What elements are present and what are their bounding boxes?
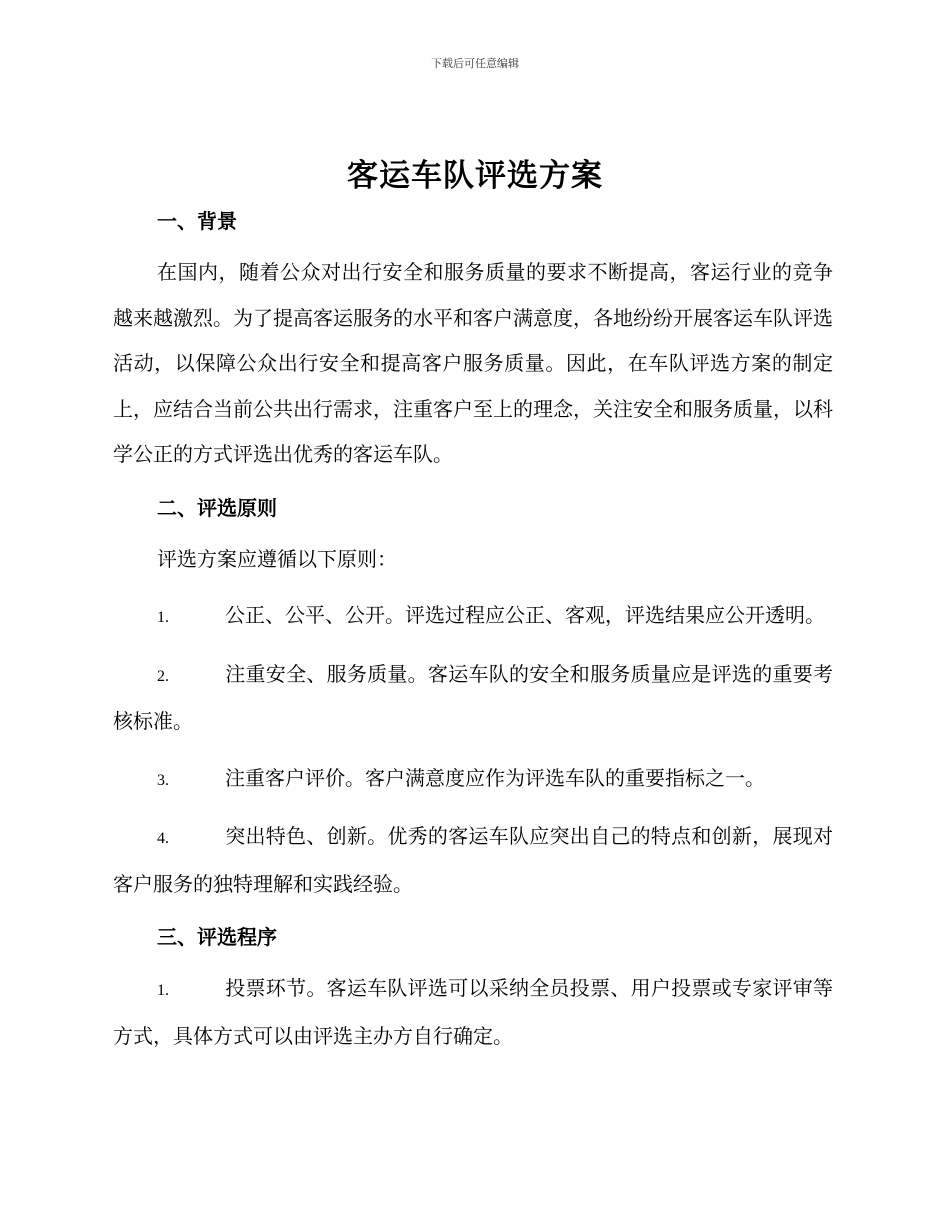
section-heading-procedure: 三、评选程序 (157, 925, 277, 949)
list-item-text: 投票环节。客运车队评选可以采纳全员投票、用户投票或专家评审等方式，具体方式可以由评选主办方自行确定。 (113, 976, 833, 1048)
list-item (113, 756, 833, 804)
background-paragraph: 在国内，随着公众对出行安全和服务质量的要求不断提高，客运行业的竞争越来越激烈。为了提高客运服务的水平和客户满意度，各地纷纷开展客运车队评选活动，以保障公众出行安全和提高客户服务质量。因此，在车队评选方案的制定上，应结合当前公共出行需求，注重客户至上的理念，关注安全和服务质量，以科学公正的方式评选出优秀的客运车队。 (113, 260, 833, 466)
list-item-text: 注重客户评价。客户满意度应作为评选车队的重要指标之一。 (225, 765, 765, 790)
list-item-text: 公正、公平、公开。评选过程应公正、客观，评选结果应公开透明。 (225, 603, 825, 627)
list-item-number: 3. (157, 771, 169, 789)
section-heading-background: 一、背景 (157, 209, 237, 233)
section-heading-principles: 二、评选原则 (157, 495, 277, 520)
list-item-number: 1. (157, 982, 169, 999)
list-item-text: 突出特色、创新。优秀的客运车队应突出自己的特点和创新，展现对客户服务的独特理解和实践经验。 (113, 824, 833, 896)
list-item (113, 966, 833, 1059)
list-item-number: 2. (157, 667, 169, 685)
header-note: 下载后可任意编辑 (431, 57, 519, 70)
list-item-number: 1. (157, 609, 169, 626)
document-title: 客运车队评选方案 (347, 158, 603, 194)
list-item-text: 注重安全、服务质量。客运车队的安全和服务质量应是评选的重要考核标准。 (113, 661, 833, 733)
list-item (113, 814, 833, 907)
list-item (113, 593, 833, 641)
document-body (113, 203, 833, 1059)
principles-intro: 评选方案应遵循以下原则： (157, 546, 397, 571)
list-item-number: 4. (157, 830, 169, 847)
list-item (113, 652, 833, 745)
